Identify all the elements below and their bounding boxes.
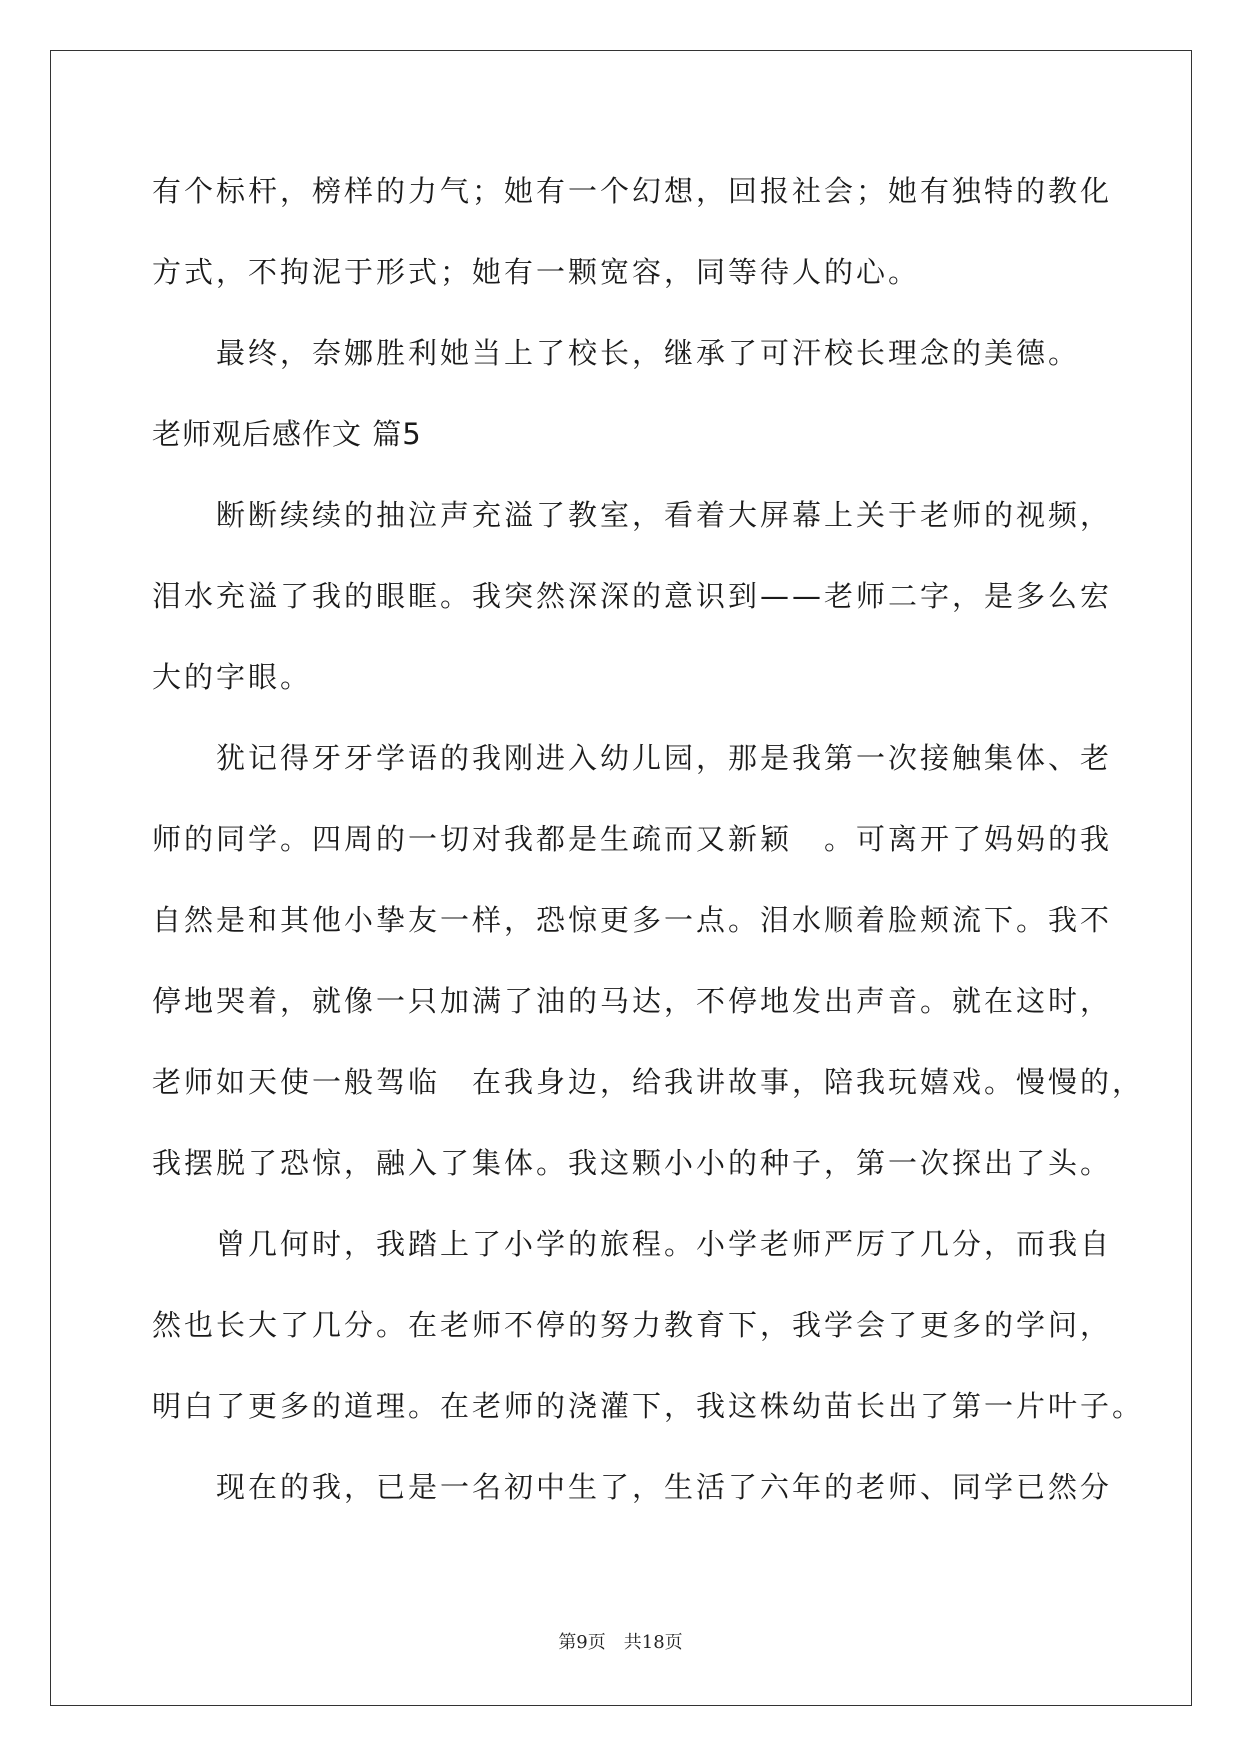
- text-line: 老师如天使一般驾临 在我身边，给我讲故事，陪我玩嬉戏。慢慢的，: [152, 1065, 1145, 1099]
- text-line: 停地哭着，就像一只加满了油的马达，不停地发出声音。就在这时，: [152, 984, 1113, 1018]
- text-line: 现在的我，已是一名初中生了，生活了六年的老师、同学已然分: [152, 1470, 1113, 1504]
- text-line: 明白了更多的道理。在老师的浇灌下，我这株幼苗长出了第一片叶子。: [152, 1389, 1145, 1423]
- text-line: 大的字眼。: [152, 660, 313, 694]
- text-line: 方式，不拘泥于形式；她有一颗宽容，同等待人的心。: [152, 255, 921, 289]
- section-heading: 老师观后感作文 篇5: [152, 417, 422, 451]
- text-line: 泪水充溢了我的眼眶。我突然深深的意识到——老师二字，是多么宏: [152, 579, 1113, 613]
- text-line: 师的同学。四周的一切对我都是生疏而又新颖 。可离开了妈妈的我: [152, 822, 1113, 856]
- text-line: 我摆脱了恐惊，融入了集体。我这颗小小的种子，第一次探出了头。: [152, 1146, 1113, 1180]
- text-line: 断断续续的抽泣声充溢了教室，看着大屏幕上关于老师的视频，: [152, 498, 1113, 532]
- text-line: 犹记得牙牙学语的我刚进入幼儿园，那是我第一次接触集体、老: [152, 741, 1113, 775]
- document-body: [152, 165, 1145, 1542]
- text-line: 自然是和其他小挚友一样，恐惊更多一点。泪水顺着脸颊流下。我不: [152, 903, 1113, 937]
- page-number-footer: 第9页 共18页: [558, 1632, 683, 1653]
- text-line: 曾几何时，我踏上了小学的旅程。小学老师严厉了几分，而我自: [152, 1227, 1113, 1261]
- text-line: 最终，奈娜胜利她当上了校长，继承了可汗校长理念的美德。: [152, 336, 1081, 370]
- text-line: 有个标杆，榜样的力气；她有一个幻想，回报社会；她有独特的教化: [152, 174, 1113, 208]
- text-line: 然也长大了几分。在老师不停的努力教育下，我学会了更多的学问，: [152, 1308, 1113, 1342]
